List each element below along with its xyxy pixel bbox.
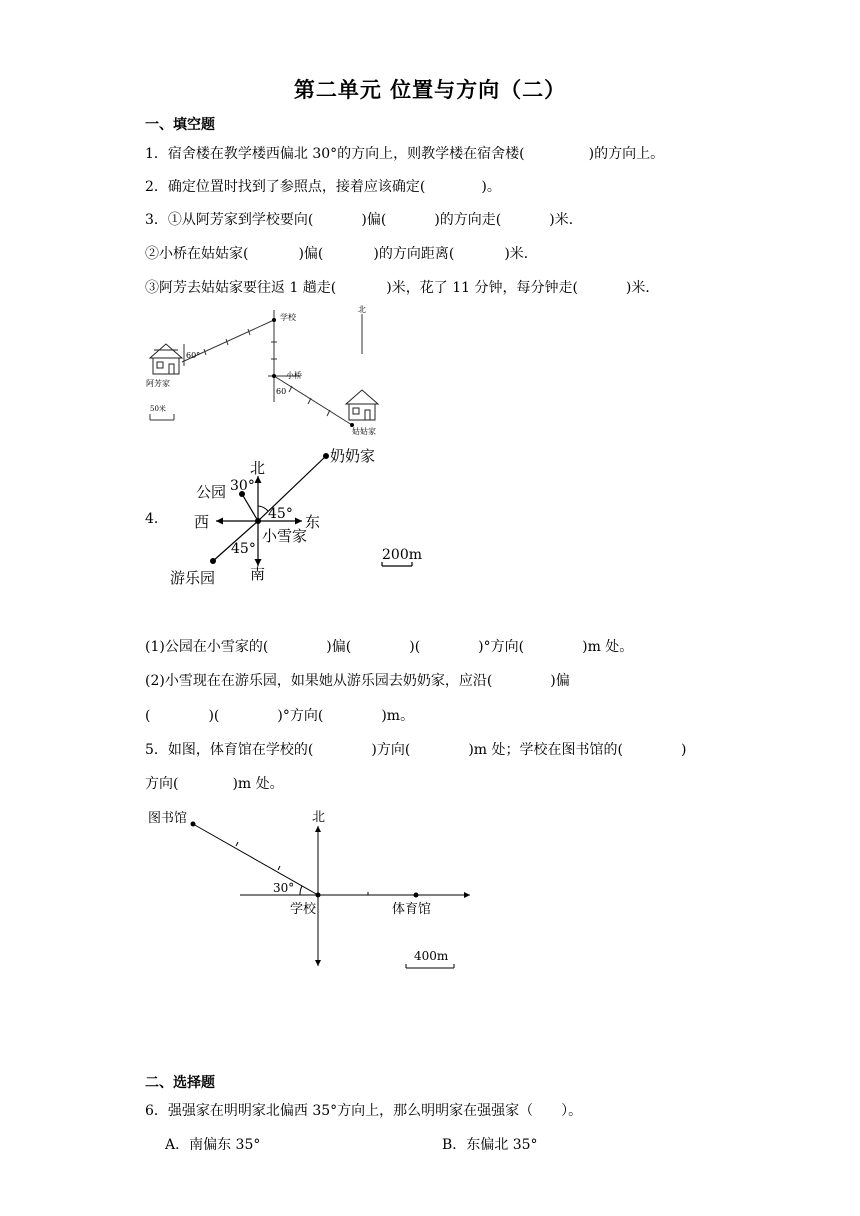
- map2-label-north: 北: [250, 459, 266, 477]
- q5a-part: ): [680, 742, 687, 758]
- map3-label-library: 图书馆: [148, 811, 188, 826]
- q4c-part: )(: [208, 708, 220, 724]
- q4a-part: (1)公园在小雪家的(: [145, 639, 269, 655]
- page-title: 第二单元 位置与方向（二）: [293, 77, 567, 102]
- aunt-house-icon: [346, 390, 378, 420]
- q6-option-a[interactable]: A．南偏东 35°: [165, 1137, 261, 1153]
- q5a-part: 5．如图，体育馆在学校的(: [145, 742, 314, 758]
- question-4-2-cont: [145, 705, 414, 725]
- school-map-figure: [140, 804, 480, 974]
- q3b-part: ②小桥在姑姑家(: [145, 246, 249, 262]
- map1-label-aunt: 姑姑家: [352, 427, 376, 436]
- map1-angle-label: 60°: [186, 351, 201, 360]
- q1-text: 1．宿舍楼在教学楼西偏北 30°的方向上，则教学楼在宿舍楼(: [145, 146, 525, 162]
- question-4-1: [145, 636, 633, 656]
- map2-label-south: 南: [250, 565, 266, 583]
- q5a-part: )方向(: [371, 742, 411, 758]
- question-5-cont: [145, 773, 284, 793]
- q2-text-end: )。: [481, 179, 501, 195]
- map1-label-north: 北: [358, 305, 366, 314]
- map1-label-bridge: 小桥: [286, 371, 302, 380]
- q4a-part: )偏(: [326, 639, 352, 655]
- q3a-part: 3．①从阿芳家到学校要向(: [145, 212, 314, 228]
- map2-scale-label: 200m: [382, 547, 422, 563]
- question-3a: [145, 209, 583, 229]
- q3b-part: )偏(: [298, 246, 324, 262]
- map1-scale-label: 50米: [150, 405, 166, 413]
- q5b-part: )m 处。: [232, 776, 284, 792]
- q4a-part: )°方向(: [478, 639, 525, 655]
- question-5: [145, 739, 686, 759]
- map2-label-grandma: 奶奶家: [330, 447, 376, 465]
- section-heading-choice: 二、选择题: [145, 1075, 215, 1091]
- q3c-part: )米．: [625, 280, 660, 296]
- q3b-part: )的方向距离(: [373, 246, 455, 262]
- map2-angle-45: 45°: [268, 506, 293, 522]
- map3-label-gym: 体育馆: [392, 902, 432, 917]
- q4b-part: (2)小雪现在在游乐园，如果她从游乐园去奶奶家，应沿(: [145, 673, 493, 689]
- map3-angle-30: 30°: [273, 881, 295, 895]
- q3a-part: )米．: [549, 212, 583, 228]
- q4b-part: )偏: [550, 673, 570, 689]
- question-4-2: [145, 670, 570, 690]
- q4a-part: )m 处。: [582, 639, 634, 655]
- map2-label-west: 西: [194, 513, 210, 531]
- q4c-part: )°方向(: [277, 708, 324, 724]
- map1-angle-label: 60: [276, 387, 287, 396]
- q1-text-end: )的方向上。: [588, 146, 665, 162]
- map2-label-east: 东: [305, 513, 321, 531]
- question-3b: [145, 243, 538, 263]
- section-heading-fill-blank: 一、填空题: [145, 117, 215, 133]
- route-map-figure: [140, 302, 400, 442]
- map3-scale-label: 400m: [414, 949, 449, 963]
- q3c-part: ③阿芳去姑姑家要往返 1 趟走(: [145, 280, 337, 296]
- map2-label-park: 公园: [196, 483, 227, 501]
- q3b-part: )米．: [504, 246, 538, 262]
- map2-angle-30: 30°: [230, 478, 255, 494]
- question-2: [145, 176, 501, 196]
- question-4-number: 4．: [145, 511, 168, 527]
- q2-text: 2．确定位置时找到了参照点，接着应该确定(: [145, 179, 426, 195]
- q4c-part: (: [145, 708, 151, 724]
- q4a-part: )(: [409, 639, 421, 655]
- question-3c: [145, 277, 659, 297]
- map2-label-home: 小雪家: [262, 527, 308, 545]
- q4c-part: )m。: [381, 708, 415, 724]
- q3a-part: )的方向走(: [434, 212, 502, 228]
- q3a-part: )偏(: [361, 212, 387, 228]
- question-6: 6．强强家在明明家北偏西 35°方向上，那么明明家在强强家（ ）。: [145, 1103, 583, 1119]
- q6-option-b[interactable]: B．东偏北 35°: [442, 1137, 538, 1153]
- map3-label-school: 学校: [290, 902, 317, 917]
- map1-label-school: 学校: [280, 313, 296, 322]
- q3c-part: )米，花了 11 分钟，每分钟走(: [386, 280, 578, 296]
- map2-angle-45: 45°: [231, 541, 256, 557]
- compass-map-figure: [160, 440, 420, 590]
- map1-label-afang: 阿芳家: [146, 379, 170, 388]
- question-1: [145, 143, 664, 163]
- q5b-part: 方向(: [145, 776, 179, 792]
- map3-label-north: 北: [312, 810, 326, 825]
- afang-house-icon: [150, 344, 182, 374]
- map2-label-amusement: 游乐园: [170, 569, 216, 587]
- q5a-part: )m 处；学校在图书馆的(: [468, 742, 623, 758]
